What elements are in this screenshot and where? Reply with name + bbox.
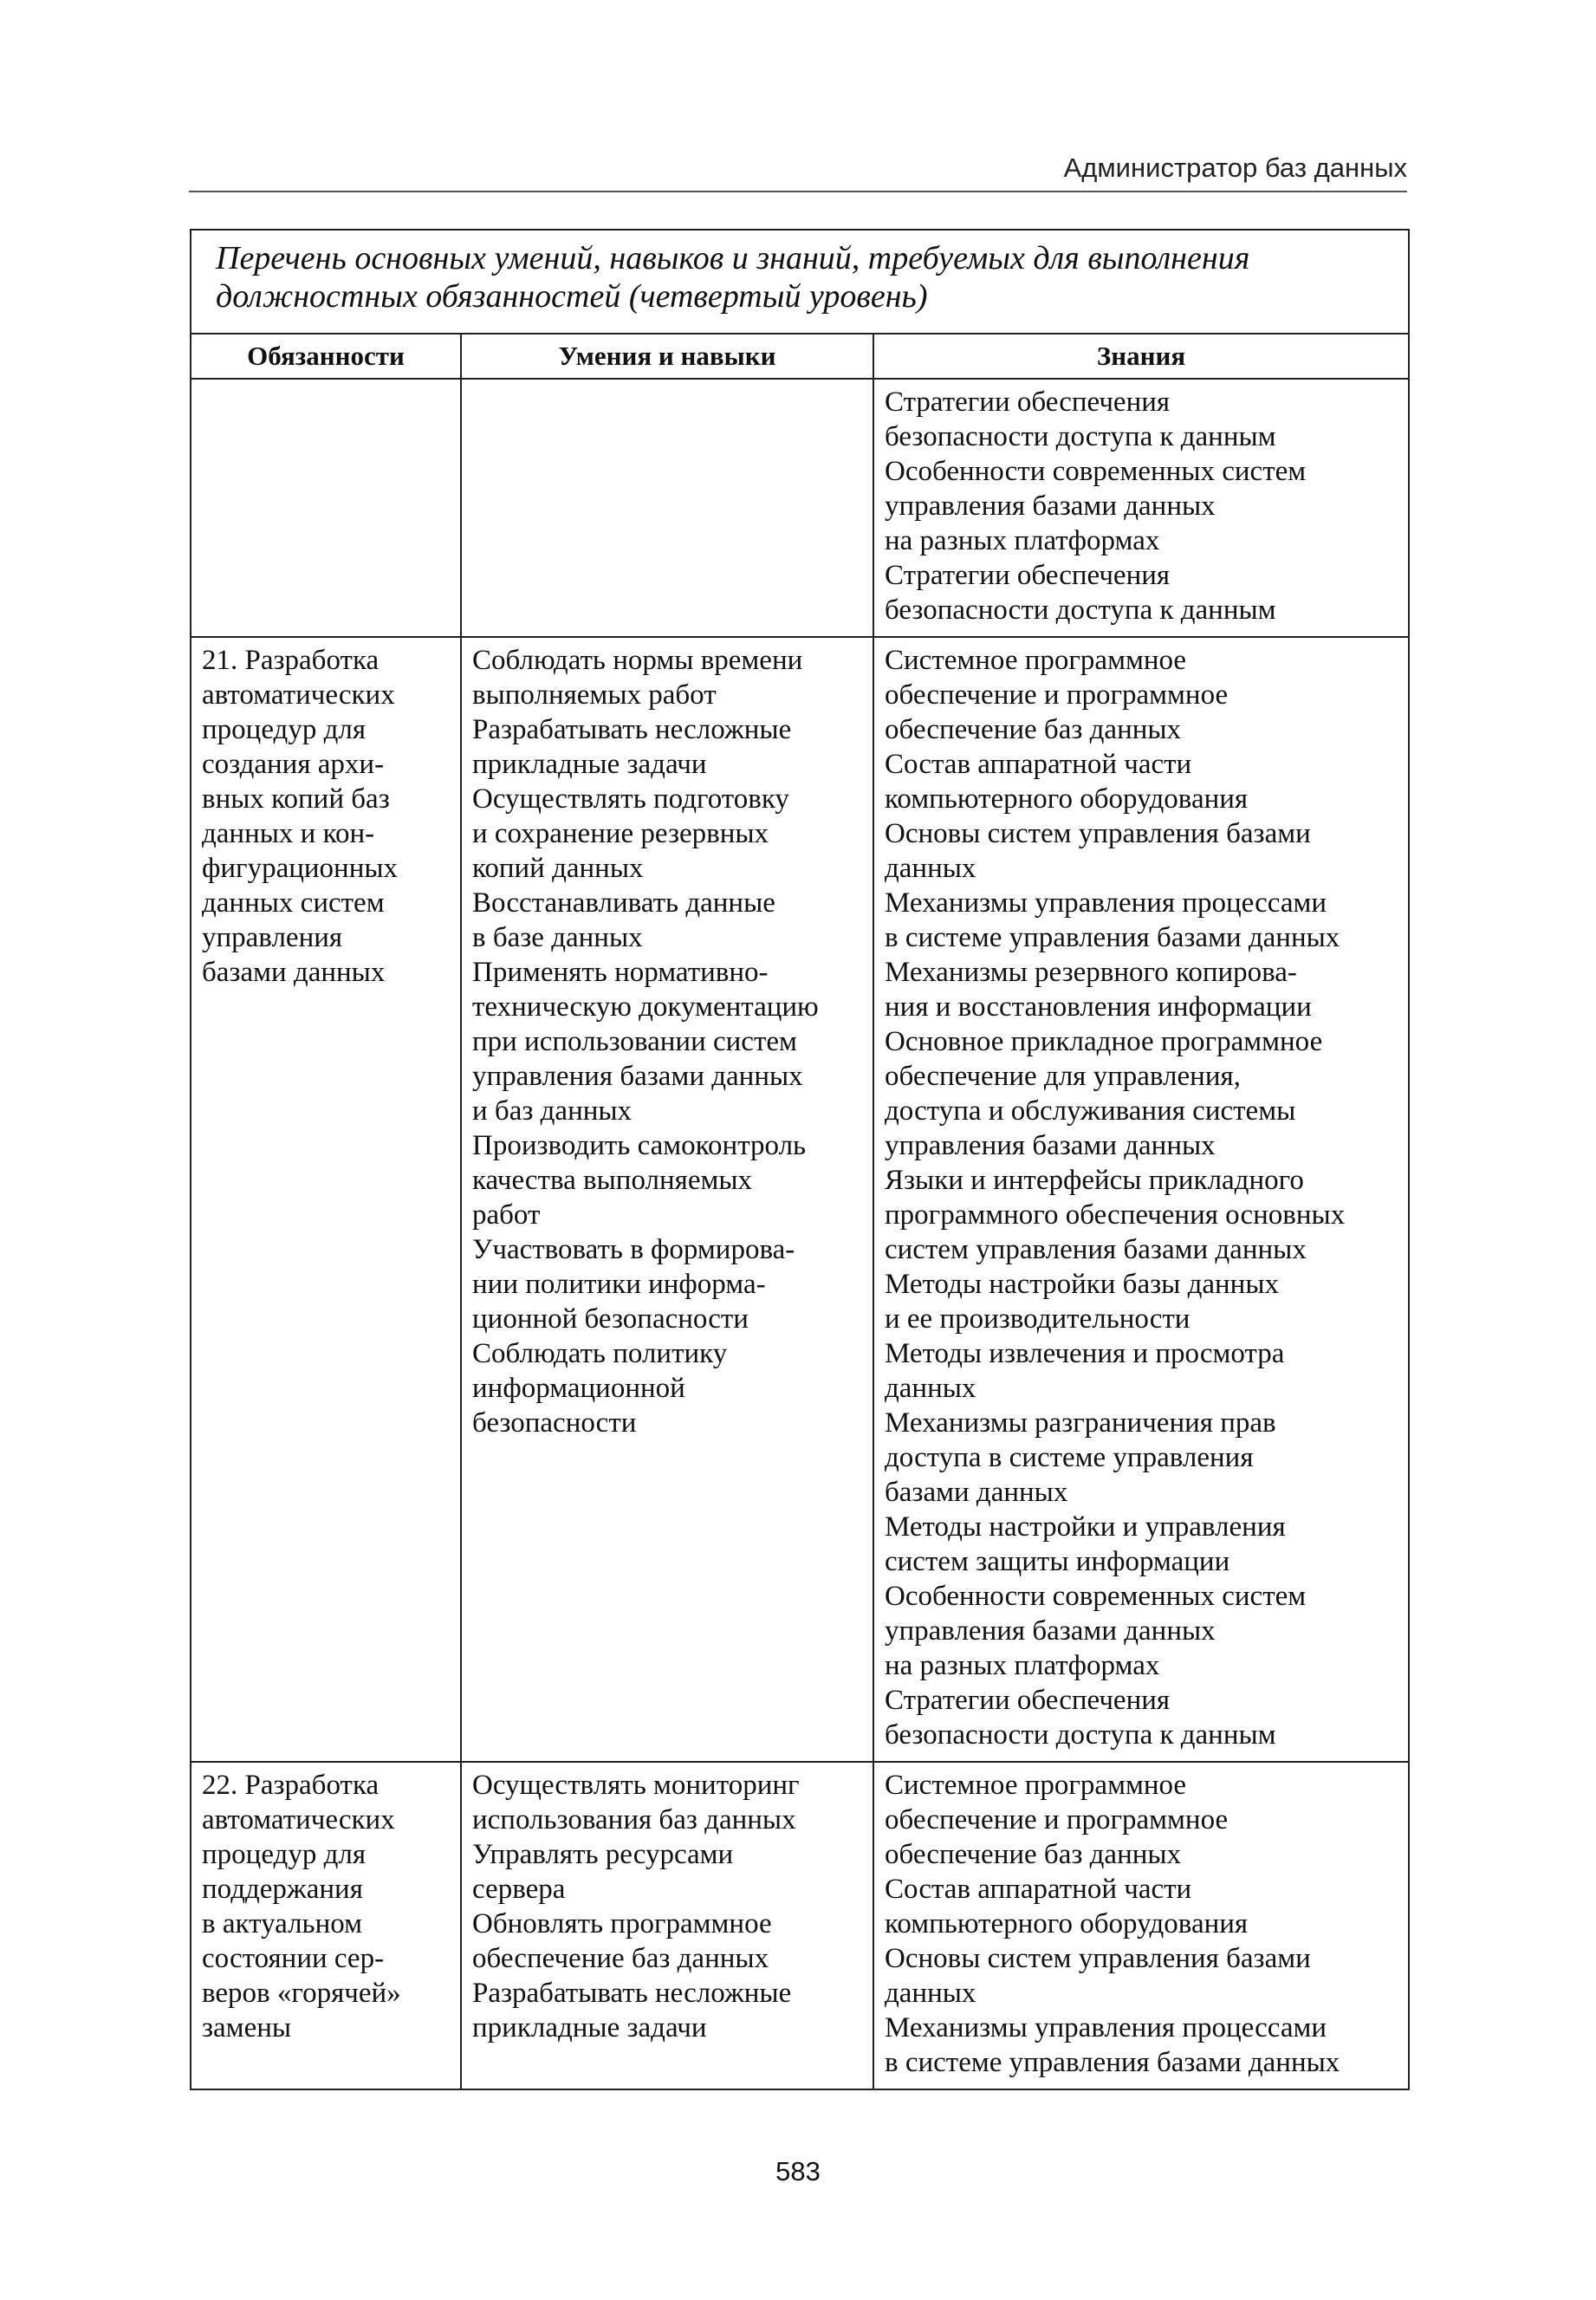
cell-text-line: управления — [202, 922, 343, 953]
cell-text-line: сервера — [472, 1874, 566, 1905]
table-caption-row — [191, 230, 1409, 334]
knowledge-cell — [873, 1762, 1409, 2089]
cell-text-line: программного обеспечения основных — [885, 1199, 1346, 1231]
cell-text-line: данных — [885, 853, 976, 884]
cell-text-line: обеспечение баз данных — [472, 1943, 769, 1974]
cell-text-line: ционной безопасности — [472, 1303, 749, 1335]
cell-text-line: Управлять ресурсами — [472, 1839, 734, 1870]
cell-text-line: процедур для — [202, 1839, 367, 1870]
cell-text-line: систем управления базами данных — [885, 1234, 1307, 1265]
cell-text-line: доступа в системе управления — [885, 1442, 1254, 1473]
skills-cell — [461, 637, 873, 1762]
cell-text-line: поддержания — [202, 1874, 363, 1905]
cell-text-line: создания архи- — [202, 749, 385, 780]
knowledge-cell — [873, 637, 1409, 1762]
cell-text-line: данных и кон- — [202, 818, 375, 849]
cell-text-line: работ — [472, 1199, 541, 1231]
cell-text-line: Механизмы управления процессами — [885, 2012, 1327, 2043]
cell-text-line: данных систем — [202, 887, 385, 919]
cell-text-line: выполняемых работ — [472, 679, 717, 711]
cell-text-line: компьютерного оборудования — [885, 1908, 1249, 1939]
cell-text-line: обеспечение и программное — [885, 679, 1229, 711]
cell-text-line: качества выполняемых — [472, 1165, 753, 1196]
cell-text-line: техническую документацию — [472, 991, 819, 1023]
cell-text-line: безопасности доступа к данным — [885, 421, 1276, 452]
caption-line: должностных обязанностей (четвертый уровень) — [216, 278, 928, 315]
cell-text-line: данных — [885, 1978, 976, 2009]
cell-text-line: Стратегии обеспечения — [885, 560, 1171, 591]
cell-text-line: и ее производительности — [885, 1303, 1191, 1335]
cell-text-line: информационной — [472, 1373, 685, 1404]
duties-cell — [191, 379, 461, 637]
cell-text-line: фигурационных — [202, 853, 399, 884]
cell-text-line: в системе управления базами данных — [885, 922, 1340, 953]
skills-cell — [461, 379, 873, 637]
column-header-knowledge: Знания — [873, 334, 1409, 379]
cell-text-line: Системное программное — [885, 1770, 1187, 1801]
cell-text-line: процедур для — [202, 714, 367, 745]
cell-text-line: Основы систем управления базами — [885, 1943, 1311, 1974]
cell-text-line: на разных платформах — [885, 525, 1160, 556]
cell-text-line: Механизмы управления процессами — [885, 887, 1327, 919]
cell-text-line: базами данных — [885, 1477, 1068, 1508]
cell-text-line: безопасности — [472, 1407, 637, 1439]
cell-text-line: в актуальном — [202, 1908, 362, 1939]
cell-text-line: управления базами данных — [472, 1061, 803, 1092]
cell-text-line: автоматических — [202, 1804, 395, 1835]
cell-text-line: Основное прикладное программное — [885, 1026, 1323, 1057]
cell-text-line: состоянии сер- — [202, 1943, 385, 1974]
cell-text-line: вных копий баз — [202, 783, 390, 815]
cell-text-line: Состав аппаратной части — [885, 749, 1192, 780]
cell-text-line: Методы настройки базы данных — [885, 1269, 1280, 1300]
caption-line: Перечень основных умений, навыков и знаний, требуемых для выполнения — [216, 240, 1250, 276]
running-title: Администратор баз данных — [1063, 153, 1407, 183]
knowledge-cell — [873, 379, 1409, 637]
cell-text-line: обеспечение баз данных — [885, 714, 1182, 745]
cell-text-line: прикладные задачи — [472, 2012, 707, 2043]
cell-text-line: управления базами данных — [885, 1130, 1216, 1161]
cell-text-line: Языки и интерфейсы прикладного — [885, 1165, 1304, 1196]
cell-text-line: Механизмы резервного копирова- — [885, 957, 1297, 988]
cell-text-line: безопасности доступа к данным — [885, 1719, 1276, 1751]
cell-text-line: и баз данных — [472, 1095, 633, 1127]
cell-text-line: Стратегии обеспечения — [885, 1685, 1171, 1716]
table-row — [191, 637, 1409, 1762]
cell-text-line: 22. Разработка — [202, 1770, 380, 1801]
cell-text-line: замены — [202, 2012, 292, 2043]
cell-text-line: в системе управления базами данных — [885, 2047, 1340, 2078]
cell-text-line: прикладные задачи — [472, 749, 707, 780]
duties-skills-knowledge-table — [190, 229, 1410, 2090]
cell-text-line: Соблюдать политику — [472, 1338, 728, 1369]
duties-cell — [191, 1762, 461, 2089]
cell-text-line: Механизмы разграничения прав — [885, 1407, 1276, 1439]
skills-cell — [461, 1762, 873, 2089]
cell-text-line: Восстанавливать данные — [472, 887, 775, 919]
cell-text-line: автоматических — [202, 679, 395, 711]
cell-text-line: Системное программное — [885, 645, 1187, 676]
cell-text-line: управления базами данных — [885, 491, 1216, 522]
table-caption — [191, 230, 1409, 334]
cell-text-line: и сохранение резервных — [472, 818, 769, 849]
cell-text-line: данных — [885, 1373, 976, 1404]
cell-text-line: Состав аппаратной части — [885, 1874, 1192, 1905]
cell-text-line: при использовании систем — [472, 1026, 797, 1057]
running-header — [189, 149, 1407, 192]
column-header-duties: Обязанности — [191, 334, 461, 379]
column-header-skills: Умения и навыки — [461, 334, 873, 379]
cell-text-line: управления базами данных — [885, 1615, 1216, 1647]
cell-text-line: Применять нормативно- — [472, 957, 769, 988]
cell-text-line: Производить самоконтроль — [472, 1130, 807, 1161]
cell-text-line: веров «горячей» — [202, 1978, 401, 2009]
cell-text-line: в базе данных — [472, 922, 643, 953]
cell-text-line: обеспечение для управления, — [885, 1061, 1241, 1092]
table-header-row — [191, 334, 1409, 379]
cell-text-line: Стратегии обеспечения — [885, 387, 1171, 418]
cell-text-line: копий данных — [472, 853, 644, 884]
page-number: 583 — [775, 2156, 821, 2186]
cell-text-line: использования баз данных — [472, 1804, 796, 1835]
cell-text-line: базами данных — [202, 957, 386, 988]
cell-text-line: Обновлять программное — [472, 1908, 772, 1939]
duties-cell — [191, 637, 461, 1762]
cell-text-line: 21. Разработка — [202, 645, 380, 676]
table-row — [191, 379, 1409, 637]
cell-text-line: Разрабатывать несложные — [472, 714, 792, 745]
cell-text-line: нии политики информа- — [472, 1269, 766, 1300]
cell-text-line: Соблюдать нормы времени — [472, 645, 803, 676]
cell-text-line: Основы систем управления базами — [885, 818, 1311, 849]
table-row — [191, 1762, 1409, 2089]
cell-text-line: Разрабатывать несложные — [472, 1978, 792, 2009]
cell-text-line: ния и восстановления информации — [885, 991, 1312, 1023]
cell-text-line: Осуществлять подготовку — [472, 783, 789, 815]
cell-text-line: обеспечение и программное — [885, 1804, 1229, 1835]
cell-text-line: Участвовать в формирова- — [472, 1234, 795, 1265]
cell-text-line: обеспечение баз данных — [885, 1839, 1182, 1870]
cell-text-line: Особенности современных систем — [885, 456, 1307, 487]
cell-text-line: систем защиты информации — [885, 1546, 1230, 1577]
cell-text-line: Методы извлечения и просмотра — [885, 1338, 1285, 1369]
cell-text-line: Особенности современных систем — [885, 1581, 1307, 1612]
cell-text-line: на разных платформах — [885, 1650, 1160, 1681]
cell-text-line: доступа и обслуживания системы — [885, 1095, 1296, 1127]
cell-text-line: Методы настройки и управления — [885, 1511, 1286, 1543]
cell-text-line: Осуществлять мониторинг — [472, 1770, 800, 1801]
cell-text-line: безопасности доступа к данным — [885, 594, 1276, 626]
cell-text-line: компьютерного оборудования — [885, 783, 1249, 815]
